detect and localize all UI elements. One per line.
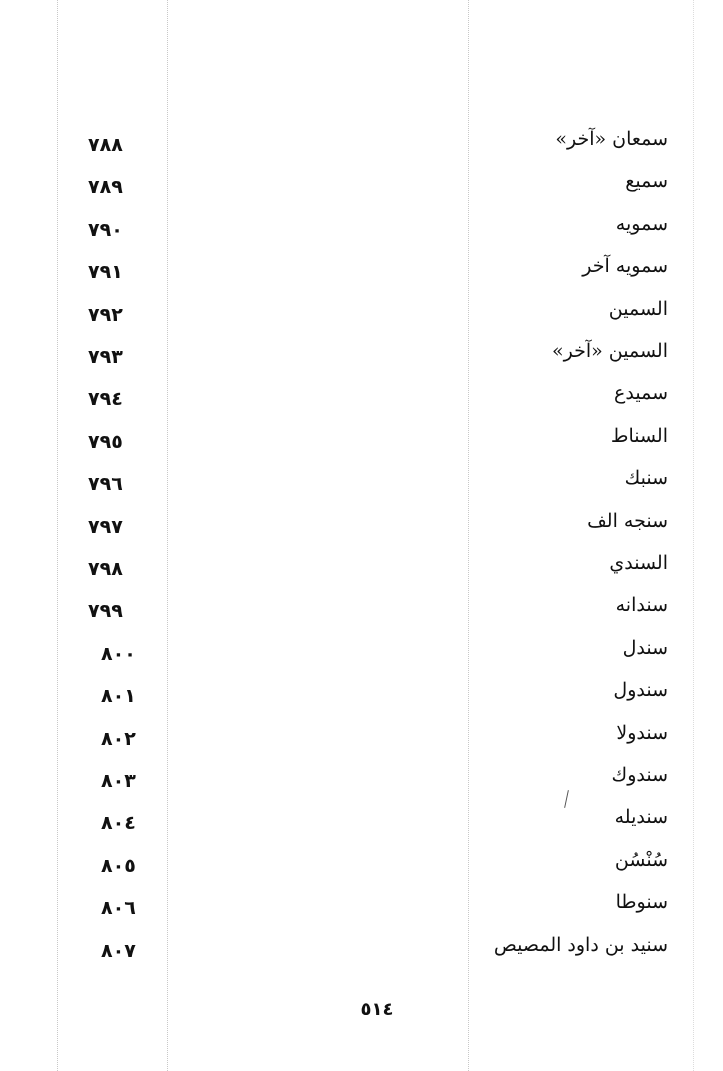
entry-name: سنجه الف	[587, 509, 668, 532]
index-row	[0, 211, 723, 251]
entry-name: سمويه آخر	[582, 255, 668, 278]
entry-number: ٨٠١	[101, 685, 136, 708]
entry-name: سنوطا	[615, 891, 668, 914]
entry-number: ٧٩٩	[88, 600, 123, 623]
entry-number: ٧٩٣	[88, 346, 123, 368]
entry-name: سندوك	[611, 764, 668, 786]
entry-number: ٨٠٧	[101, 939, 136, 962]
entry-name: السندي	[609, 552, 668, 574]
entry-name: السمين	[608, 297, 668, 320]
index-row	[0, 380, 723, 420]
entry-name: سنيد بن داود المصيص	[493, 933, 668, 956]
entry-name: السمين «آخر»	[552, 340, 668, 362]
index-row	[0, 847, 723, 887]
index-row	[0, 253, 723, 293]
index-row	[0, 296, 723, 336]
entry-number: ٧٨٩	[88, 176, 123, 199]
entry-name: سميع	[625, 170, 668, 193]
entry-number: ٧٩٠	[88, 218, 123, 241]
entry-name: سنديله	[614, 806, 668, 829]
entry-number: ٧٩٦	[88, 473, 123, 496]
index-row	[0, 423, 723, 463]
entry-name: سندل	[622, 636, 668, 659]
entry-number: ٧٩٧	[88, 515, 123, 538]
index-row	[0, 465, 723, 505]
entry-name: سميدع	[614, 382, 668, 405]
entry-name: سنبك	[624, 467, 668, 490]
entry-name: سندانه	[615, 594, 668, 617]
index-row	[0, 677, 723, 717]
entry-number: ٧٨٨	[88, 134, 123, 156]
index-row	[0, 126, 723, 166]
entry-number: ٧٩٨	[88, 558, 123, 580]
index-row	[0, 762, 723, 802]
entry-name: سندولا	[616, 721, 668, 744]
entry-number: ٨٠٣	[101, 770, 136, 792]
entry-number: ٨٠٢	[101, 727, 136, 750]
index-row	[0, 889, 723, 929]
index-row	[0, 635, 723, 675]
entry-name: سندول	[613, 679, 668, 702]
page-number: ٥١٤	[360, 999, 394, 1020]
index-row	[0, 550, 723, 590]
entry-name: سمويه	[615, 212, 668, 235]
index-row	[0, 720, 723, 760]
entry-name: سُنْسُن	[614, 848, 668, 871]
index-row	[0, 932, 723, 972]
entry-number: ٨٠٥	[101, 854, 136, 877]
index-row	[0, 338, 723, 378]
entry-number: ٧٩٥	[88, 430, 123, 453]
entry-number: ٨٠٠	[101, 642, 136, 665]
entry-number: ٧٩٤	[88, 388, 123, 411]
index-row	[0, 508, 723, 548]
entry-number: ٨٠٤	[101, 812, 136, 835]
entry-number: ٧٩١	[88, 261, 123, 284]
index-row	[0, 592, 723, 632]
entry-number: ٨٠٦	[101, 897, 136, 920]
entry-name: سمعان «آخر»	[555, 128, 668, 150]
entry-name: السناط	[610, 424, 668, 447]
index-row	[0, 804, 723, 844]
entry-number: ٧٩٢	[88, 303, 123, 326]
index-row	[0, 168, 723, 208]
